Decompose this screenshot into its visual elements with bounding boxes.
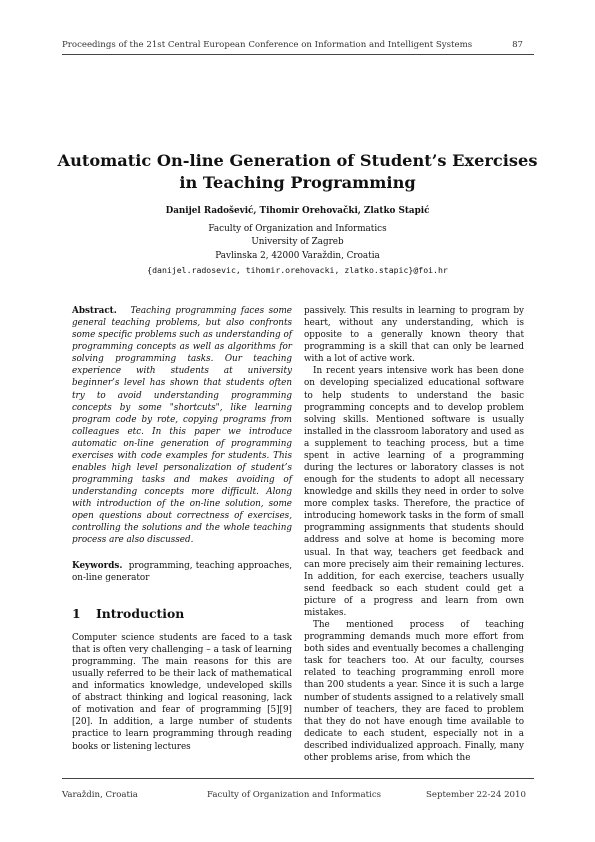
footer-organization: Faculty of Organization and Informatics xyxy=(207,790,382,800)
keywords-text: programming, teaching approaches, on-line generator xyxy=(72,560,293,583)
page-number: 87 xyxy=(512,40,523,50)
conference-name: Proceedings of the 21st Central European Conference on Information and Intelligent Systems xyxy=(62,40,473,50)
keywords-label: Keywords. xyxy=(72,560,123,571)
section-title: Introduction xyxy=(96,605,185,621)
left-column xyxy=(72,305,292,753)
running-header xyxy=(62,40,535,54)
footer-date: September 22-24 2010 xyxy=(426,790,526,800)
section-heading-introduction xyxy=(72,605,292,621)
body-paragraph-3: The mentioned process of teaching programming demands much more effort from both sides and eventually becomes a challenging task for teachers too. At our faculty, courses related to teaching programming enroll more than 200 students a year. Since it is such a large number of students assigned to a relatively small number of teachers, they are faced to problem that they do not have enough time available to dedicate to each student, especially not in a described individualized approach. Finally, many other problems arise, from which the xyxy=(304,620,524,763)
author-emails: {danijel.radosevic, tihomir.orehovacki, zlatko.stapic}@foi.hr xyxy=(147,265,448,275)
paper-title xyxy=(40,150,555,194)
intro-paragraph: Computer science students are faced to a task that is often very challenging – a task of learning programming. The main reasons for this are usually referred to be their lack of mathematical and informatics knowledge, undeveloped skills of abstract thinking and logical reasoning, lack of motivation and fear of programming [5][9][20]. In addition, a large number of students practice to learn programming through reading books or listening lectures xyxy=(72,632,292,752)
body-paragraph-1: passively. This results in learning to program by heart, without any understanding, which is opposite to a generally known theory that programming is a skill that can only be learned with a lot of active work. xyxy=(304,306,524,365)
section-number: 1 xyxy=(72,605,81,621)
body-paragraph-2: In recent years intensive work has been done on developing specialized educational software to help students to understand the basic programming concepts and to develop problem solving skills. Mentioned software is usually installed in the classroom laboratory and used as a supplement to teaching process, but a time spent in active learning of a programming during the lectures or laboratory classes is not enough for the students to adopt all necessary knowledge and skills they need in order to solve more complex tasks. Therefore, the practice of introducing homework tasks in the form of small programming assignments that students should address and solve at home is becoming more usual. In that way, teachers get feedback and can more precisely aim their remaining lectures. In addition, for each exercise, teachers usually send feedback so each student could get a picture of a progress and learn from own mistakes. xyxy=(304,366,524,618)
abstract-label: Abstract. xyxy=(72,306,117,316)
paper-title-line2: in Teaching Programming xyxy=(179,173,416,192)
footer-location: Varaždin, Croatia xyxy=(62,790,138,800)
header-rule xyxy=(62,54,534,55)
affiliation-faculty: Faculty of Organization and Informatics xyxy=(208,224,387,234)
paper-authors: Danijel Radošević, Tihomir Orehovački, Zlatko Stapić xyxy=(165,206,430,216)
right-column xyxy=(304,305,524,764)
keywords xyxy=(72,560,292,584)
footer-rule xyxy=(62,778,534,779)
paper-title-line1: Automatic On-line Generation of Student’s Exercises xyxy=(57,151,538,170)
abstract xyxy=(72,305,292,547)
affiliation-university: University of Zagreb xyxy=(251,237,344,247)
abstract-text: Teaching programming faces some general teaching problems, but also confronts some specific problems such as understanding of programming concepts as well as algorithms for solving programming tasks. Our teaching experience with students at university beginner’s level has shown that students often try to avoid understanding programming concepts by some "shortcuts", like learning program code by rote, copying programs from colleagues etc. In this paper we introduce automatic on-line generation of programming exercises with code examples for students. This enables high level personalization of student’s programming tasks and makes avoiding of understanding concepts more difficult. Along with introduction of the on-line solution, some open questions about correctness of exercises, controlling the solutions and the whole teaching process are also discussed. xyxy=(72,306,292,546)
affiliation-address: Pavlinska 2, 42000 Varaždin, Croatia xyxy=(215,251,380,261)
